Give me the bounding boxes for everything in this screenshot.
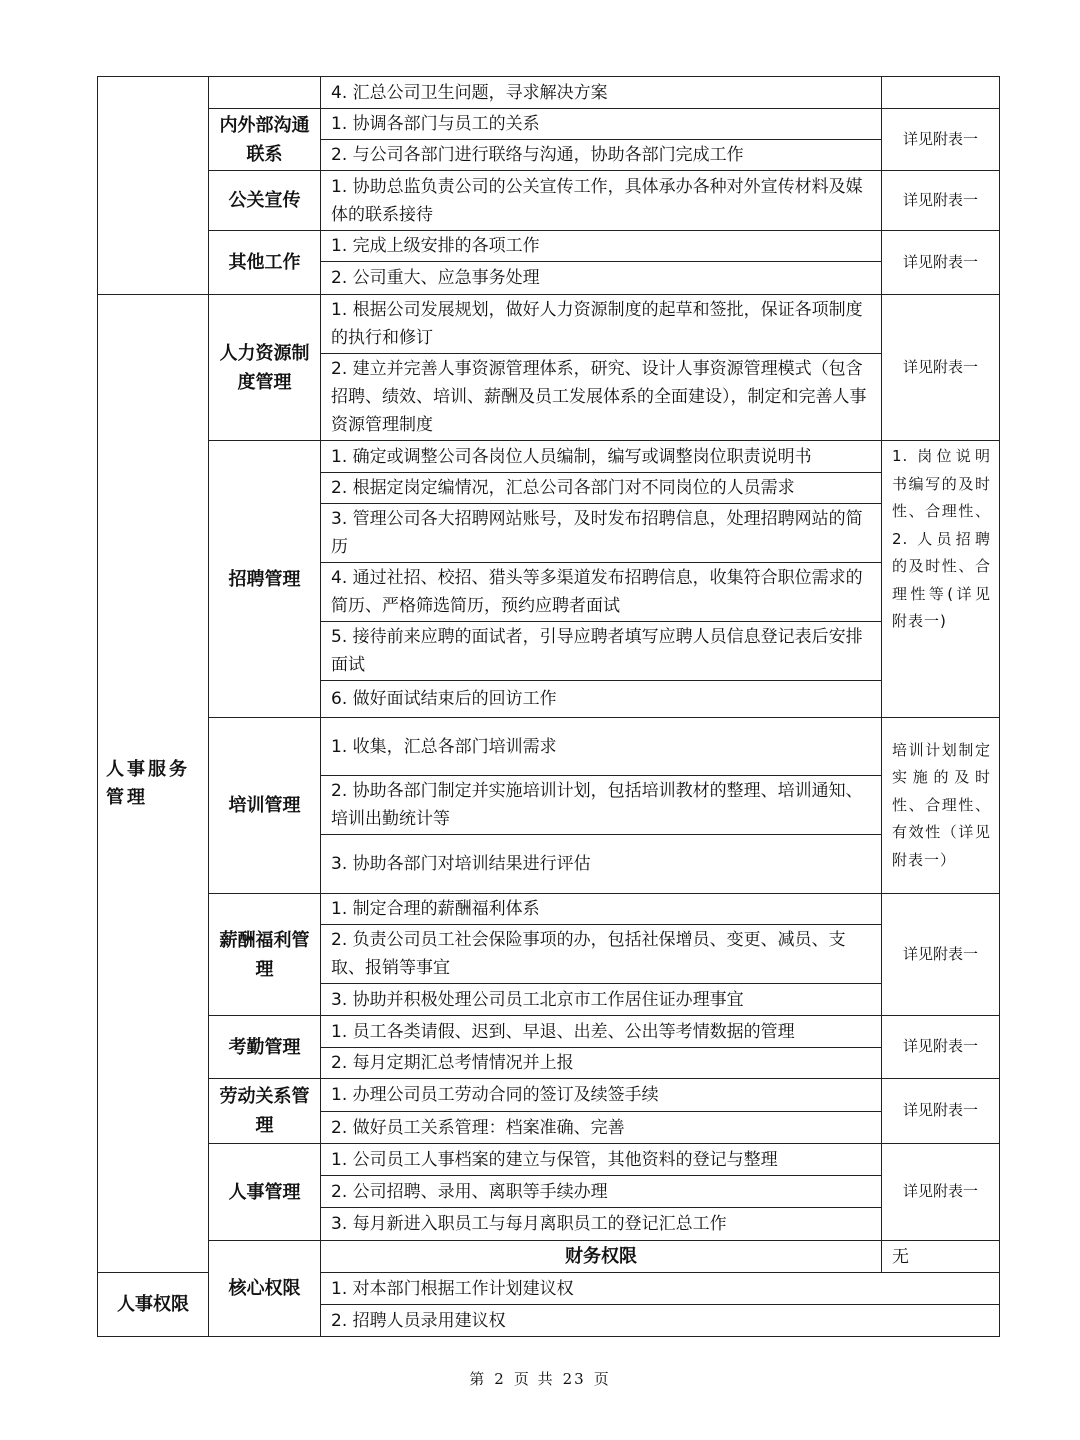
category-cell-core: 核心权限: [209, 1241, 321, 1337]
note-cell: [882, 77, 1000, 109]
task-cell: 3. 每月新进入职员工与每月离职员工的登记汇总工作: [321, 1208, 882, 1241]
note-cell: 详见附表一: [882, 171, 1000, 231]
duty-table-wrapper: [97, 76, 1000, 1337]
task-cell: 2. 公司重大、应急事务处理: [321, 262, 882, 295]
task-cell: 1. 公司员工人事档案的建立与保管，其他资料的登记与整理: [321, 1144, 882, 1176]
subcategory-cell: 内外部沟通联系: [209, 109, 321, 171]
note-cell: 详见附表一: [882, 1079, 1000, 1144]
task-cell: 1. 办理公司员工劳动合同的签订及续签手续: [321, 1079, 882, 1112]
task-cell: 3. 管理公司各大招聘网站账号，及时发布招聘信息，处理招聘网站的简历: [321, 504, 882, 563]
task-cell: 2. 招聘人员录用建议权: [321, 1305, 1000, 1337]
task-cell: 2. 与公司各部门进行联络与沟通，协助各部门完成工作: [321, 140, 882, 171]
task-cell: 无: [882, 1241, 1000, 1273]
task-cell: 2. 负责公司员工社会保险事项的办，包括社保增员、变更、减员、支取、报销等事宜: [321, 925, 882, 984]
subcategory-cell: 培训管理: [209, 718, 321, 894]
task-cell: 1. 完成上级安排的各项工作: [321, 231, 882, 262]
category-cell-hr: 人事服务管理: [98, 295, 209, 1273]
footer-total-pages: 23: [562, 1370, 586, 1388]
task-cell: 2. 做好员工关系管理：档案准确、完善: [321, 1112, 882, 1144]
subcategory-cell: 人事管理: [209, 1144, 321, 1241]
subcategory-cell: 考勤管理: [209, 1016, 321, 1079]
note-cell: 详见附表一: [882, 295, 1000, 441]
task-cell: 1. 根据公司发展规划，做好人力资源制度的起草和签批，保证各项制度的执行和修订: [321, 295, 882, 354]
task-cell: 2. 根据定岗定编情况，汇总公司各部门对不同岗位的人员需求: [321, 473, 882, 504]
subcategory-cell: 财务权限: [321, 1241, 882, 1273]
subcategory-cell: 人事权限: [98, 1273, 209, 1337]
task-cell: 2. 每月定期汇总考情情况并上报: [321, 1048, 882, 1079]
footer-page-number: 2: [494, 1370, 506, 1388]
footer-prefix: 第: [469, 1370, 487, 1388]
footer-suffix: 页: [593, 1370, 611, 1388]
note-cell: 详见附表一: [882, 1016, 1000, 1079]
task-cell: 1. 协调各部门与员工的关系: [321, 109, 882, 140]
task-cell: 6. 做好面试结束后的回访工作: [321, 681, 882, 718]
note-cell: 培训计划制定实施的及时性、合理性、有效性（详见附表一）: [882, 718, 1000, 894]
task-cell: 1. 确定或调整公司各岗位人员编制，编写或调整岗位职责说明书: [321, 441, 882, 473]
note-cell: 详见附表一: [882, 894, 1000, 1016]
subcategory-cell: 薪酬福利管理: [209, 894, 321, 1016]
category-cell-continued: [98, 77, 209, 295]
subcategory-cell: 招聘管理: [209, 441, 321, 718]
task-cell: 1. 收集，汇总各部门培训需求: [321, 718, 882, 776]
task-cell: 1. 协助总监负责公司的公关宣传工作，具体承办各种对外宣传材料及媒体的联系接待: [321, 171, 882, 231]
task-cell: 5. 接待前来应聘的面试者，引导应聘者填写应聘人员信息登记表后安排面试: [321, 622, 882, 681]
subcategory-cell: 人力资源制度管理: [209, 295, 321, 441]
note-cell: 1. 岗位说明书编写的及时性、合理性、2. 人员招聘的及时性、合理性等(详见附表一): [882, 441, 1000, 718]
task-cell: 2. 建立并完善人事资源管理体系，研究、设计人事资源管理模式（包含招聘、绩效、培训、薪酬及员工发展体系的全面建设），制定和完善人事资源管理制度: [321, 354, 882, 441]
subcategory-cell: 劳动关系管理: [209, 1079, 321, 1144]
note-cell: 详见附表一: [882, 109, 1000, 171]
duty-table: [97, 76, 1000, 1337]
task-cell: 1. 制定合理的薪酬福利体系: [321, 894, 882, 925]
task-cell: 4. 汇总公司卫生问题，寻求解决方案: [321, 77, 882, 109]
task-cell: 1. 对本部门根据工作计划建议权: [321, 1273, 1000, 1305]
task-cell: 1. 员工各类请假、迟到、早退、出差、公出等考情数据的管理: [321, 1016, 882, 1048]
footer-middle: 页 共: [513, 1370, 555, 1388]
subcategory-cell: 公关宣传: [209, 171, 321, 231]
subcategory-cell: 其他工作: [209, 231, 321, 295]
task-cell: 2. 协助各部门制定并实施培训计划，包括培训教材的整理、培训通知、培训出勤统计等: [321, 776, 882, 835]
task-cell: 2. 公司招聘、录用、离职等手续办理: [321, 1176, 882, 1208]
page-footer: [0, 1368, 1080, 1389]
task-cell: 4. 通过社招、校招、猎头等多渠道发布招聘信息，收集符合职位需求的简历、严格筛选简历，预约应聘者面试: [321, 563, 882, 622]
note-cell: 详见附表一: [882, 231, 1000, 295]
note-cell: 详见附表一: [882, 1144, 1000, 1241]
subcategory-cell: [209, 77, 321, 109]
task-cell: 3. 协助并积极处理公司员工北京市工作居住证办理事宜: [321, 984, 882, 1016]
task-cell: 3. 协助各部门对培训结果进行评估: [321, 835, 882, 894]
